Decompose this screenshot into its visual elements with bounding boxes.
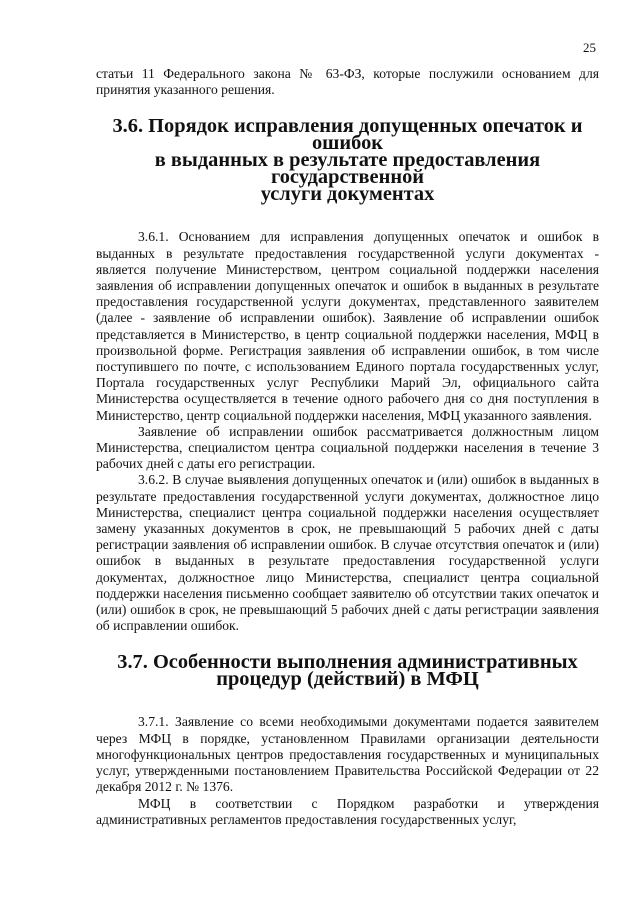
section-3-7-heading-line-2: процедур (действий) в МФЦ [216,668,479,691]
spacer [96,688,599,714]
paragraph-3-6-1: 3.6.1. Основанием для исправления допущенных опечаток и ошибок в выданных в результате предоставления государственной услуги документах - является получение Министерством, центром социальной поддержки населения заявления об исправлении допущенных опечаток и ошибок в выданных в результате предоставления государственной услуги документах, представленного заявителем (далее - заявление об исправлении ошибок). Заявление об исправлении ошибок представляется в Министерство, в центр социальной поддержки населения, МФЦ в произвольной форме. Регистрация заявления об исправлении ошибок, в том числе поступившего по почте, с использованием Единого портала государственных услуг, Портала государственных услуг Республики Марий Эл, официального сайта Министерства осуществляется в течение одного рабочего дня со дня поступления в Министерство, центр социальной поддержки населения, МФЦ указанного заявления. [96,229,599,423]
paragraph-review: Заявление об исправлении ошибок рассматривается должностным лицом Министерства, специалистом центра социальной поддержки населения в течение 3 рабочих дней с даты его регистрации. [96,423,599,472]
section-3-6-heading-line-3: услуги документах [260,183,435,206]
section-3-6-heading-line-2: в выданных в результате предоставления государственной [154,149,541,189]
document-body [96,66,599,828]
paragraph-3-7-1: 3.7.1. Заявление со всеми необходимыми документами подается заявителем через МФЦ в порядке, установленном Правилами организации деятельности многофункциональных центров предоставления государственных и муниципальных услуг, утвержденными постановлением Правительства Российской Федерации от 22 декабря 2012 г. № 1376. [96,714,599,795]
spacer [96,203,599,229]
page-number: 25 [583,40,596,55]
section-3-7-heading [96,651,599,691]
section-3-6-heading [96,115,599,206]
intro-paragraph: статьи 11 Федерального закона № 63-ФЗ, которые послужили основанием для принятия указанного решения. [96,66,599,98]
paragraph-mfc: МФЦ в соответствии с Порядком разработки и утверждения административных регламентов предоставления государственных услуг, [96,795,599,827]
paragraph-3-6-2: 3.6.2. В случае выявления допущенных опечаток и (или) ошибок в выданных в результате предоставления государственной услуги документах, должностное лицо Министерства, специалист центра социальной поддержки населения осуществляет замену указанных документов в срок, не превышающий 5 рабочих дней с даты регистрации заявления об исправлении ошибок. В случае отсутствия опечаток и (или) ошибок в выданных в результате предоставления государственной услуги документах, должностное лицо Министерства, специалист центра социальной поддержки населения письменно сообщает заявителю об отсутствии таких опечаток и (или) ошибок в срок, не превышающий 5 рабочих дней с даты регистрации заявления об исправлении ошибок. [96,472,599,634]
section-3-6-heading-line-1: 3.6. Порядок исправления допущенных опечаток и ошибок [112,115,583,155]
section-3-7-heading-line-1: 3.7. Особенности выполнения административных [117,651,578,674]
